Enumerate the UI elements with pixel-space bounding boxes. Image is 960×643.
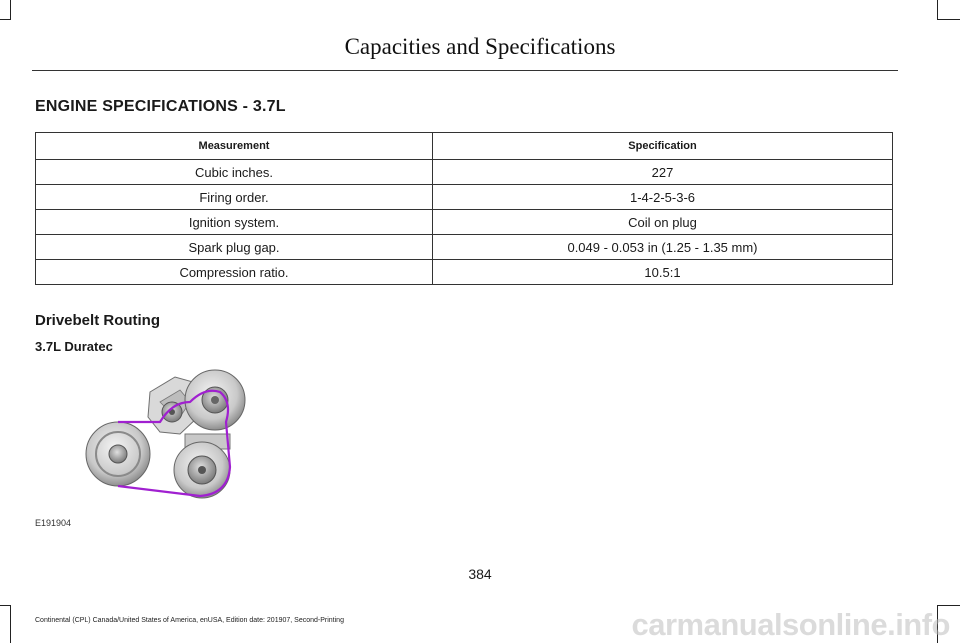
table-row (36, 210, 893, 235)
table-row (36, 160, 893, 185)
page-number: 384 (468, 566, 492, 582)
pump-hub-shape (198, 466, 206, 474)
crop-mark-bottom-right-h (937, 605, 960, 606)
table-row (36, 235, 893, 260)
running-header-title: Capacities and Specifications (344, 34, 616, 59)
specification-cell: Coil on plug (433, 210, 893, 235)
crop-mark-bottom-left-v (10, 605, 11, 643)
specification-cell: 1-4-2-5-3-6 (433, 185, 893, 210)
crankshaft-hub-shape (109, 445, 127, 463)
engine-spec-table (35, 132, 893, 285)
measurement-cell: Compression ratio. (36, 260, 433, 285)
crop-mark-top-right-h (937, 19, 960, 20)
table-header-row (36, 133, 893, 160)
alternator-hub-shape (211, 396, 219, 404)
measurement-cell: Ignition system. (36, 210, 433, 235)
table-row (36, 260, 893, 285)
specification-cell: 227 (433, 160, 893, 185)
crop-mark-top-right-v (937, 0, 938, 20)
specification-cell: 10.5:1 (433, 260, 893, 285)
section-title: ENGINE SPECIFICATIONS - 3.7L (35, 98, 286, 115)
column-header-specification: Specification (433, 133, 893, 160)
engine-variant-title: 3.7L Duratec (35, 339, 113, 354)
edition-footer: Continental (CPL) Canada/United States of America, enUSA, Edition date: 201907, Second-Printing (35, 617, 344, 624)
measurement-cell: Firing order. (36, 185, 433, 210)
drivebelt-routing-diagram (80, 362, 260, 512)
crop-mark-top-left-v (10, 0, 11, 20)
header-rule (32, 70, 898, 71)
crop-mark-top-left-h (0, 19, 11, 20)
watermark: carmanualsonline.info (631, 607, 950, 642)
measurement-cell: Cubic inches. (36, 160, 433, 185)
specification-cell: 0.049 - 0.053 in (1.25 - 1.35 mm) (433, 235, 893, 260)
crop-mark-bottom-left-h (0, 605, 11, 606)
drivebelt-routing-title: Drivebelt Routing (35, 312, 161, 329)
table-row (36, 185, 893, 210)
measurement-cell: Spark plug gap. (36, 235, 433, 260)
column-header-measurement: Measurement (36, 133, 433, 160)
figure-code: E191904 (35, 518, 72, 528)
